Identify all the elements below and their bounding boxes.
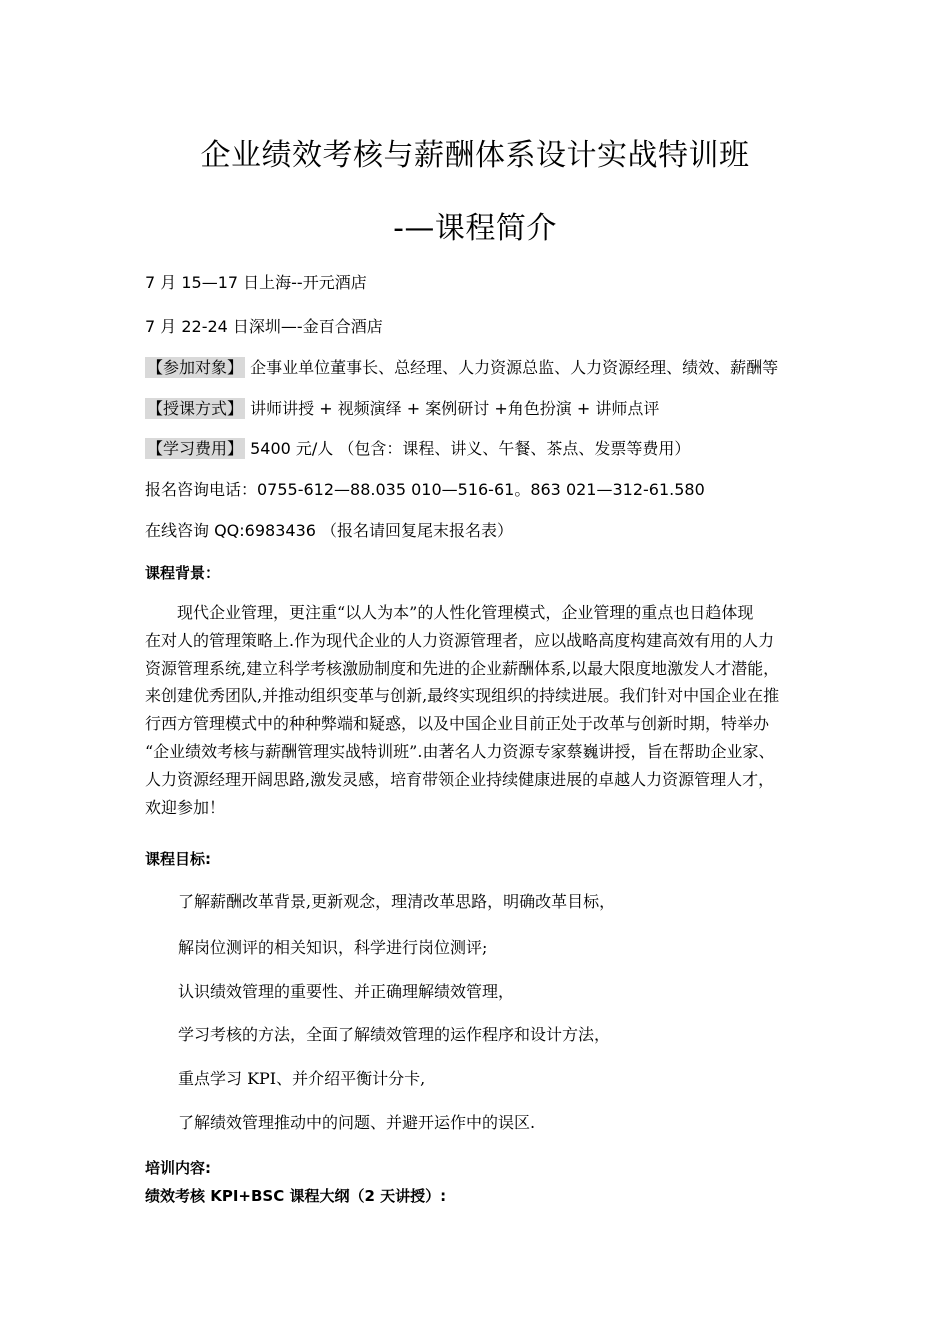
info-teaching-method-text: 讲师讲授 + 视频演绎 + 案例研讨 +角色扮演 + 讲师点评	[245, 399, 660, 418]
document-subtitle: -—课程简介	[393, 211, 557, 246]
background-paragraph	[145, 599, 825, 821]
background-line: 来创建优秀团队,并推动组织变革与创新,最终实现组织的持续进展。我们针对中国企业在推	[145, 686, 780, 706]
info-participants-text: 企事业单位董事长、总经理、人力资源总监、人力资源经理、绩效、薪酬等	[245, 358, 779, 377]
background-line: 行西方管理模式中的种种弊端和疑惑，以及中国企业目前正处于改革与创新时期，特举办	[145, 714, 770, 734]
goal-item: 解岗位测评的相关知识，科学进行岗位测评;	[178, 938, 488, 957]
background-line: 现代企业管理，更注重“以人为本”的人性化管理模式，企业管理的重点也日趋体现	[145, 603, 754, 622]
goals-heading: 课程目标:	[145, 850, 211, 868]
info-fee-label: 【学习费用】	[147, 439, 244, 458]
goal-item: 了解薪酬改革背景,更新观念，理清改革思路，明确改革目标，	[178, 892, 616, 911]
training-outline: 绩效考核 KPI+BSC 课程大纲（2 天讲授）:	[145, 1187, 447, 1205]
background-line: 在对人的管理策略上.作为现代企业的人力资源管理者，应以战略高度构建高效有用的人力	[145, 630, 775, 650]
background-line: 欢迎参加！	[145, 797, 226, 817]
info-participants-label: 【参加对象】	[147, 358, 244, 377]
info-fee-text: 5400 元/人 （包含：课程、讲义、午餐、茶点、发票等费用）	[245, 439, 691, 458]
info-teaching-method-label: 【授课方式】	[147, 399, 244, 418]
background-line: 资源管理系统,建立科学考核激励制度和先进的企业薪酬体系,以最大限度地激发人才潜能，	[145, 658, 780, 678]
schedule-shenzhen: 7 月 22-24 日深圳—-金百合酒店	[145, 317, 383, 336]
goal-item: 学习考核的方法，全面了解绩效管理的运作程序和设计方法，	[178, 1025, 611, 1044]
schedule-shanghai: 7 月 15—17 日上海--开元酒店	[145, 273, 367, 292]
contact-online: 在线咨询 QQ:6983436 （报名请回复尾末报名表）	[145, 521, 514, 540]
document-title: 企业绩效考核与薪酬体系设计实战特训班	[200, 138, 750, 173]
training-heading: 培训内容:	[145, 1159, 211, 1177]
background-line: “企业绩效考核与薪酬管理实战特训班”.由著名人力资源专家蔡巍讲授，旨在帮助企业家、	[145, 741, 775, 761]
info-participants	[145, 355, 778, 378]
background-heading: 课程背景：	[145, 564, 221, 582]
contact-phone: 报名咨询电话：0755-612—88.035 010—516-61。863 021—312-61.580	[145, 480, 705, 499]
info-teaching-method	[145, 396, 659, 419]
goal-item: 认识绩效管理的重要性、并正确理解绩效管理，	[178, 982, 515, 1001]
goal-item: 重点学习 KPI、并介绍平衡计分卡,	[178, 1069, 426, 1088]
background-line: 人力资源经理开阔思路,激发灵感，培育带领企业持续健康进展的卓越人力资源管理人才，	[145, 769, 775, 789]
goal-item: 了解绩效管理推动中的问题、并避开运作中的误区.	[178, 1113, 536, 1132]
info-fee	[145, 436, 690, 459]
